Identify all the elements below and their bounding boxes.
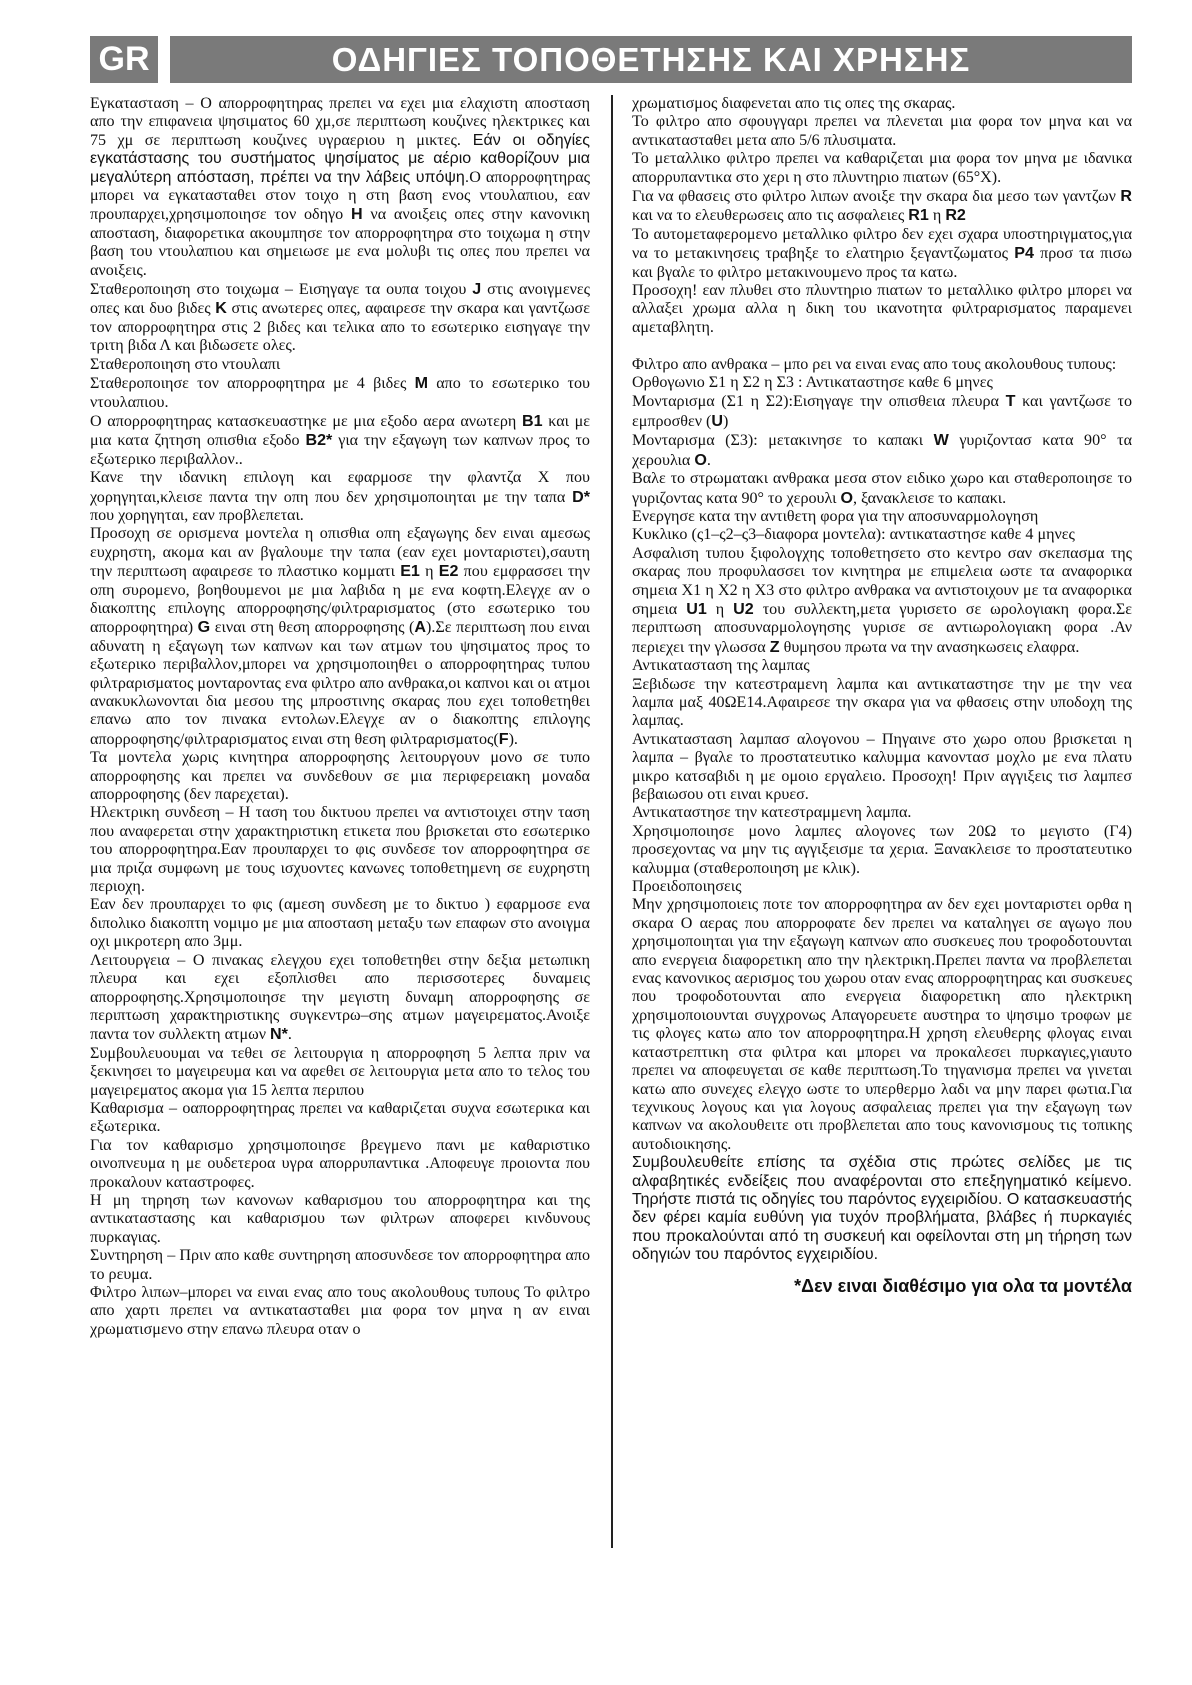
lamp-replacement-paragraph: Ξεβιδωσε την κατεστραμενη λαμπα και αντικαταστησε την με την νεα λαμπα μαξ 40ΩΕ14.Αφαιρεσε την σκαρα για να φθασεις στην υποδοχη της λαμπας. (632, 675, 1132, 730)
text: η (419, 563, 439, 581)
cleaning-warning-paragraph: Η μη τηρηση των κανονων καθαρισμου του απορροφητηρα και της αντικαταστασης και καθαρισμου των φιλτρων αποφερει κινδυνους πυρκαγιας. (90, 1191, 590, 1246)
page-header (90, 36, 1132, 83)
ref-label: K (215, 299, 227, 318)
mounting-s1-s2-paragraph (632, 392, 1132, 431)
grease-filter-paragraph: Φιλτρο λιπων–μπορει να ειναι ενας απο τους ακολουθους τυπους Το φιλτρο απο χαρτι πρεπει να αντικατασταθει μια φορα τον μηνα η αν ειναι χρωματισμενο στην επανω πλευρα οταν ο (90, 1284, 590, 1338)
maintenance-paragraph: Συντηρηση – Πριν απο καθε συντηρηση αποσυνδεσε τον απορροφητηρα απο το ρευμα. (90, 1247, 590, 1283)
electrical-paragraph: Ηλεκτρικη συνδεση – Η ταση του δικτυου πρεπει να αντιστοιχει στην ταση που αναφερεται στην χαρακτηριστικη ετικετα που βρισκεται στο εσωτερικο του απορροφητηρα.Εαν προυπαρχει το φις συνδεσε τον απορροφητηρα σε μια πριζα συμφωνη με τους ισχυοντες κανωνες τοποθετημενη σε ευχρηστη περιοχη. (90, 804, 590, 896)
no-plug-paragraph: Εαν δεν προυπαρχει το φις (αμεση συνδεση με το δικτυο ) εφαρμοσε ενα διπολικο διακοπτη νομιμο με μια αποσταση μεταξυ των επαφων στο ανοιγμα οχι μικροτερη απο 3μμ. (90, 896, 590, 951)
ref-label: T (1005, 392, 1016, 411)
text: προσ τα πισω και βγαλε το φιλτρο μετακινουμενο προς τα κατω. (632, 245, 1132, 281)
text: η (706, 600, 734, 618)
advice-paragraph: Συμβουλευουμαι να τεθει σε λειτουργια η απορροφηση 5 λεπτα πριν να ξεκινησει το μαγειρευμα και να αφεθει σε λειτουργια μετα απο το τελος του μαγειρεματος ακομα για 15 λεπτα περιπου (90, 1044, 590, 1099)
text: και να το ελευθερωσεις απο τις ασφαλειες (632, 207, 909, 225)
cabinet-fixing-heading: Σταθεροποιηση στο ντουλαπι (90, 355, 281, 373)
text: ). (508, 730, 518, 748)
operation-paragraph (90, 952, 590, 1045)
text: και γαντζωσε το εμπροσθεν ( (632, 393, 1132, 430)
rear-outlet-paragraph (90, 525, 590, 749)
self-supporting-filter-paragraph (632, 226, 1132, 282)
ref-label: F (498, 729, 509, 748)
text: . (706, 451, 711, 469)
carbon-pad-paragraph (632, 470, 1132, 508)
paper-filter-cont: χρωματισμος διαφενεται απο τις οπες της σκαρας. (632, 95, 956, 112)
availability-footnote: *Δεν ειναι διαθέσιμο για ολα τα μοντέλα (794, 1275, 1132, 1296)
text: απο το εσωτερικο του ντουλαπιου. (90, 375, 590, 411)
text: Μονταρισμα (Σ1 η Σ2):Εισηγαγε την οπισθεια πλευρα (632, 393, 1006, 411)
text: και με μια κατα ζητηση οπισθια εξοδο (90, 412, 590, 450)
ref-label: N* (270, 1025, 288, 1044)
ref-label: P4 (1014, 244, 1034, 263)
bayonet-paragraph (632, 545, 1132, 657)
text: ).Σε περιπτωση που ειναι αδυνατη η εξαγωγη των καπνων και των ατμων του ψησιματος προς το εξωτερικο περιβαλλον,μπορει να χρησιμοποιηθει ο απορροφητηρας τυπου φιλτραρισματος μονταροντας ενα φιλτρο απο ανθρακα,οι καπνοι και οι ατμοι ανακυκλωνονται δια μεσου της μπροστινης σκαρας που εχει τοποθετηθει επανω απο τον πινακα εντολων.Ελεγχε αν ο διακοπτης επιλογης απορροφησης/φιλτραρισματος ειναι στη θεση φιλτραρισματος( (90, 619, 590, 748)
text: Εάν οι οδηγίες εγκατάστασης του συστήματος ψησίματος με αέριο καθορίζουν μια μεγαλύτερη απόσταση, πρέπει να την λάβεις υπόψη. (90, 131, 590, 186)
text: . (287, 1026, 292, 1044)
spacer (632, 337, 1132, 355)
ref-label: R2 (945, 206, 966, 225)
rectangular-filter-paragraph: Ορθογωνιο Σ1 η Σ2 η Σ3 : Αντικαταστησε καθε 6 μηνες (632, 374, 993, 392)
text: η (928, 207, 946, 225)
cleaning-paragraph: Καθαρισμα – οαπορροφητηρας πρεπει να καθαριζεται συχνα εσωτερικα και εξωτερικα. (90, 1099, 590, 1136)
ref-label: U2 (733, 599, 754, 618)
text: , ξανακλεισε το καπακι. (852, 489, 1007, 507)
text: Λειτουργεια – Ο πινακας ελεγχου εχει τοποθετηθει στην δεξια μετωπικη πλευρα και εχει εξοπλισθει απο περισσοτερες δυναμεις απορροφησης.Χρησιμοποιησε την μεγιστη δυναμη απορροφησης σε περιπτωση χαρακτηριστικης συγκεντρω–σης ατμων μαγειρεματος.Ανοιξε παντα τον συλλεκτη ατμων (90, 951, 590, 1044)
text: Το αυτομεταφερομενο μεταλλικο φιλτρο δεν εχει σχαρα υποστηριγματος,για να το μετακινησεις τραβηξε το ελατηριο ξεγαντζωματος (632, 225, 1132, 263)
ref-label: Z (769, 637, 780, 656)
text: Για να φθασεις στο φιλτρο λιπων ανοιξε την σκαρα δια μεσο των γαντζων (632, 188, 1121, 206)
ref-label: U (711, 411, 724, 430)
column-divider (611, 95, 613, 1548)
text: ειναι στη θεση απορροφησης ( (210, 619, 415, 637)
text: Ο απορροφητηρας μπορει να εγκατασταθει στον τοιχο η στη βαση ενος ντουλαπιου, εαν προυπαρχει,χρησιμοποιησε τον οδηγο (90, 168, 590, 224)
text: στις ανοιγμενες οπες και δυο βιδες (90, 281, 590, 318)
installation-paragraph (90, 95, 590, 280)
text: να ανοιξεις οπες στην κανονικη αποσταση, διαφορετικα ακουμπησε τον απορροφητηρα στο τοιχωμα η στην βαση του ντουλαπιου και σημειωσε με ενα μολυβι τις οπες που πρεπει να ανοιξεις. (90, 206, 590, 279)
ref-label: U1 (686, 599, 707, 618)
ref-label: O (694, 450, 707, 469)
ref-label: B2* (305, 431, 333, 450)
halogen-spec-paragraph: Χρησιμοποιησε μονο λαμπες αλογονες των 20Ω το μεγιστο (Γ4) προσεχοντας να μην τις αγγιξεισμε τα χερια. Ξανακλεισε το προστατευτικο καλυμμα (σταθεροποιηση με κλικ). (632, 822, 1132, 877)
text: για την εξαγωγη των καπνων προς το εξωτερικο περιβαλλον.. (90, 432, 590, 468)
lamp-replacement-heading: Αντικατασταση της λαμπας (632, 657, 810, 675)
warnings-paragraph: Μην χρησιμοποιεις ποτε τον απορροφητηρα αν δεν εχει μονταριστει ορθα η σκαρα Ο αερας που απορροφατε δεν πρεπει να καταληγει σε αγωγο που χρησιμοποιηται για την εξαγωγη καπνων απο συσκευες που τροφοδοτουνται απο ενεργεια διαφορετικη απο την ηλεκτρικη.Πρεπει παντα να προβλεπεται ενας κανονικος αερισμος του χωρου οταν ενας απορροφητηρας και συσκευες που τροφοδοτουνται απο ενεργεια διαφορετικη απο ηλεκτρικη χρησιμοποιουνται συγχρονως Απαγορευετε αυστηρα το ψησιμο τροφων με τις φλογες κατω απο τον απορροφητηρα.Η χρηση ελευθερης φλογας ειναι καταστρεπτικη στα φιλτρα και μπορει να προκαλεσει πυρκαγιες,γιαυτο πρεπει να αποφευγεται σε καθε περιπτωση.Το τηγανισμα πρεπει να γινεται κατω απο συνεχες ελεγχο ωστε το υπερθερμο λαδι να μην παρει φωτια.Για τεχνικους λογους και για λογους ασφαλειας πρεπει για την εξαγωγη των καπνων να ακολουθειτε οτι προβλεπεται απο τους κανονισμους τις τοπικης αυτοδιοικησης. (632, 896, 1132, 1153)
right-column (632, 95, 1132, 1295)
text: ) (723, 412, 729, 430)
ref-label: W (933, 431, 949, 450)
disassembly-paragraph: Ενεργησε κατα την αντιθετη φορα για την αποσυναρμολογηση (632, 507, 1039, 525)
no-motor-paragraph: Τα μοντελα χωρις κινητηρα απορροφησης λειτουργουν μονο σε τυπο απορροφησης και πρεπει να συνδεθουν σε μια περιφερειακη μοναδα απορροφησης (δεν παρεχεται). (90, 749, 590, 804)
text: Ασφαλιση τυπου ξιφολογχης τοποθετησετο στο κεντρο σαν σκεπασμα της σκαρας που προφυλασσει τον κινητηρα με επιμελεια ωστε τα αναφορικα σημεια Χ1 η Χ2 η Χ3 στο φιλτρο ανθρακα να αντιστοιχουν με τα αναφορικα σημεια (632, 544, 1132, 618)
ref-label: R1 (908, 206, 929, 225)
disclaimer-paragraph: Συμβουλευθείτε επίσης τα σχέδια στις πρώτες σελίδες με τις αλφαβητικές ενδείξεις που αναφέρονται στο επεξηγηματικό κείμενο. Τηρήστε πιστά τις οδηγίες του παρόντος εγχειριδίου. Ο κατασκευαστής δεν φέρει καμία ευθύνη για τυχόν προβλήματα, βλάβες ή πυρκαγιές που προκαλούνται από τη συσκευή και οφείλονται στη μη τήρηση των οδηγιών του παρόντος εγχειριδίου. (632, 1154, 1132, 1264)
ref-label: H (351, 205, 363, 224)
text: O απορροφητηρας κατασκευαστηκε με μια εξοδο αερα ανωτερη (90, 412, 522, 430)
ref-label: R (1120, 187, 1132, 206)
sponge-filter-paragraph: Το φιλτρο απο σφουγγαρι πρεπει να πλενεται μια φορα τον μηνα και να αντικατασταθει μετα απο 5/6 πλυσιματα. (632, 113, 1132, 149)
text: Σταθεροποιηση στο τοιχωμα – Εισηγαγε τα ουπα τοιχου (90, 281, 473, 299)
ref-label: E2 (438, 562, 459, 581)
ref-label: A (414, 618, 427, 637)
text: Προσοχη σε ορισμενα μοντελα η οπισθια οπη εξαγωγης δεν ειναι αμεσως ευχρηστη, ακομα και αν βγαλουμε την ταπα (εαν εχει μονταριστει),σαυτη την περιπτωση αφαιρεσε το πλαστικο κομματι (90, 525, 590, 581)
halogen-lamp-paragraph: Αντικατασταση λαμπασ αλογονου – Πηγαινε στο χωρο οπου βρισκεται η λαμπα – βγαλε το προστατευτικο καλυμμα κανοντασ μοχλο με ενα πλατυ μικρο κατσαβιδι η με ομοιο εργαλειο. Προσοχη! Πριν αγγιξεις τισ λαμπεσ βεβαιωσου οτι ειναι κρυεσ. (632, 730, 1132, 804)
language-code: GR (90, 36, 158, 83)
ref-label: G (197, 618, 211, 637)
text: Κανε την ιδανικη επιλογη και εφαρμοσε την φλαντζα Χ που χορηγηται,κλεισε παντα την οπη που δεν χρησιμοποιηται με την ταπα (90, 469, 590, 506)
wall-fixing-paragraph (90, 280, 590, 356)
text: Μονταρισμα (Σ3): μετακινησε το καπακι (632, 432, 934, 450)
ref-label: D* (572, 487, 590, 506)
page-title: ΟΔΗΓΙΕΣ ΤΟΠΟΘΕΤΗΣΗΣ ΚΑΙ ΧΡΗΣΗΣ (170, 36, 1132, 83)
text: Σταθεροποιησε τον απορροφητηρα με 4 βιδες (90, 375, 415, 393)
cabinet-fixing-paragraph (90, 374, 590, 412)
text: στις ανωτερες οπες, αφαιρεσε την σκαρα και γαντζωσε τον απορροφητηρα στις 2 βιδες και τελικα απο το εσωτερικο εισηγαγε την τριτη βιδα Λ και βιδωσετε ολες. (90, 300, 590, 355)
text: Βαλε το στρωματακι ανθρακα μεσα στον ειδικο χωρο και σταθεροποιησε το γυριζοντας κατα 90° το χερουλι (632, 470, 1132, 507)
circular-filter-paragraph: Κυκλικο (ς1–ς2–ς3–διαφορα μοντελα): αντικαταστησε καθε 4 μηνες (632, 526, 1075, 544)
warnings-heading: Προειδοποιησεις (632, 878, 742, 896)
replace-lamp-paragraph: Αντικαταστησε την κατεστραμμενη λαμπα. (632, 804, 912, 822)
ref-label: M (414, 374, 428, 393)
ref-label: O (840, 488, 853, 507)
carbon-filter-paragraph: Φιλτρο απο ανθρακα – μπο ρει να ειναι ενας απο τους ακολουθους τυπους: (632, 355, 1117, 373)
dishwasher-warning-paragraph: Προσοχη! εαν πλυθει στο πλυντηριο πιατων το μεταλλικο φιλτρο μπορει να αλλαξει χρωμα αλλα η δικη του ικανοτητα φιλτραρισματος παραμενει αμεταβλητη. (632, 282, 1132, 336)
grease-access-paragraph (632, 187, 1132, 226)
ref-label: J (472, 280, 482, 299)
ref-label: E1 (400, 562, 420, 581)
text: γυριζοντασ κατα 90° τα χερουλια (632, 432, 1132, 469)
text: Εγκατασταση – Ο απορροφητηρας πρεπει να εχει μια ελαχιστη αποσταση απο την επιφανεια ψησιματος 60 χμ,σε περιπτωση κουζινες ηλεκτρικες και 75 χμ σε περιπτωση κουζινες υγραεριου η μικτες. (90, 95, 590, 149)
air-outlet-paragraph (90, 412, 590, 469)
text: θυμησου πρωτα να την ανασηκωσεις ελαφρα. (779, 638, 1080, 656)
flange-paragraph (90, 469, 590, 525)
text: του συλλεκτη,μετα γυρισετο σε ωρολογιακη φορα.Σε περιπτωση αποσυναρμολογησης γυρισε σε αντιωρολογιακη φορα .Αν περιεχει την γλωσσα (632, 600, 1133, 656)
mounting-s3-paragraph (632, 431, 1132, 470)
text: που εμφρασσει την οπη συρομενο, βοηθουμενοι με μια λαβιδα η με ενα κοφτη.Ελεγχε αν ο διακοπτης επιλογης απορροφησης/φιλτραρισματος (στο εσωτερικο του απορροφητηρα) (90, 563, 590, 637)
cleaning-method-paragraph: Για τον καθαρισμο χρησιμοποιησε βρεγμενο πανι με καθαριστικο οινοπνευμα η με ουδετεροα υγρα απορρυπαντικα .Αποφευγε προιοντα που προκαλουν καταστροφες. (90, 1136, 590, 1191)
ref-label: B1 (522, 411, 543, 430)
metal-filter-paragraph: Το μεταλλικο φιλτρο πρεπει να καθαριζεται μια φορα τον μηνα με ιδανικα απορρυπαντικα στο χερι η στο πλυντηριο πιατων (65°Χ). (632, 150, 1132, 186)
left-column (90, 95, 590, 1339)
text: που χορηγηται, εαν προβλεπεται. (90, 506, 304, 524)
